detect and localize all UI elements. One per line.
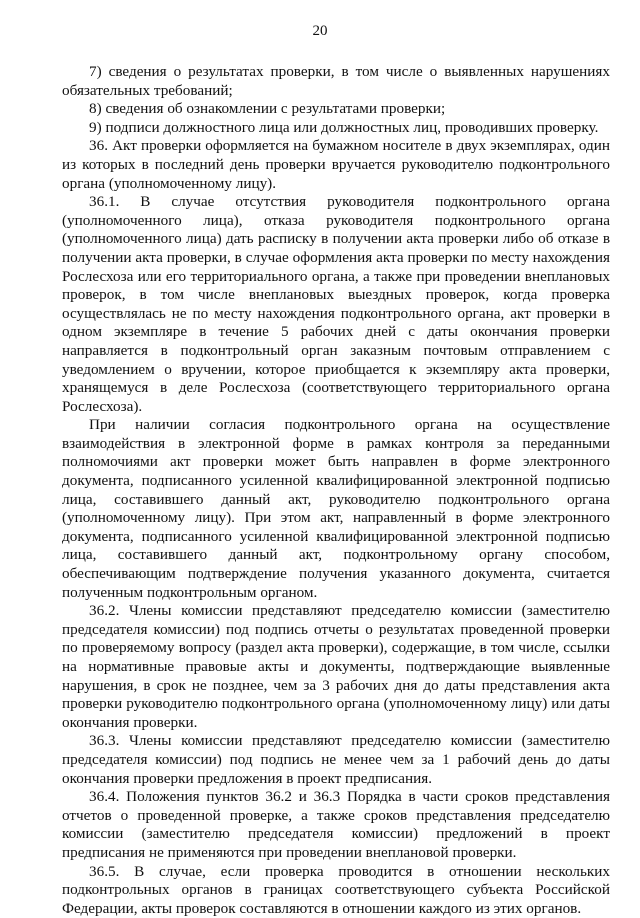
page-number: 20 [312, 23, 328, 39]
document-body [62, 63, 610, 918]
paragraph-36-3: 36.3. Члены комиссии представляют председателю комиссии (заместителю председателя комиссии) под подпись не менее чем за 1 рабочий день до даты окончания проверки предложения в проект предписания. [62, 732, 610, 787]
paragraph-36-4: 36.4. Положения пунктов 36.2 и 36.3 Порядка в части сроков представления отчетов о проведенной проверке, а также сроков представления председателю комиссии (заместителю председателя комиссии) предложений в проект предписания не применяются при проведении внеплановой проверки. [62, 788, 610, 861]
paragraph-item-8: 8) сведения об ознакомлении с результатами проверки; [89, 100, 446, 118]
paragraph-36-2: 36.2. Члены комиссии представляют председателю комиссии (заместителю председателя комиссии) под подпись отчеты о результатах проведенной проверки по проверяемому вопросу (раздел акта проверки), содержащие, в том числе, ссылки на нормативные правовые акты и документы, подтверждающие выявленные нарушения, в срок не позднее, чем за 3 рабочих дня до даты представления акта проверки руководителю подконтрольного органа (уполномоченному лицу) или даты окончания проверки. [62, 602, 610, 731]
paragraph-item-7: 7) сведения о результатах проверки, в том числе о выявленных нарушениях обязательных требований; [62, 63, 610, 99]
paragraph-item-9: 9) подписи должностного лица или должностных лиц, проводивших проверку. [89, 118, 599, 136]
paragraph-36-1: 36.1. В случае отсутствия руководителя подконтрольного органа (уполномоченного лица), отказа руководителя подконтрольного органа (уполномоченного лица) дать расписку в получении акта проверки либо об отказе в получении акта проверки, в случае оформления акта проверки по месту нахождения Рослесхоза или его территориального органа, а также при проведении внеплановых проверок, в том числе внеплановых выездных проверок, когда проверка осуществлялась не по месту нахождения подконтрольного органа, акт проверки в одном экземпляре в течение 5 рабочих дней с даты окончания проверки направляется в подконтрольный орган заказным почтовым отправлением с уведомлением о вручении, которое приобщается к экземпляру акта проверки, хранящемуся в деле Рослесхоза (соответствующего территориального органа Рослесхоза). [62, 193, 610, 415]
paragraph-36-5: 36.5. В случае, если проверка проводится в отношении нескольких подконтрольных органов в границах соответствующего субъекта Российской Федерации, акты проверок составляются в отношении каждого из этих органов. [62, 862, 610, 917]
paragraph-36: 36. Акт проверки оформляется на бумажном носителе в двух экземплярах, один из которых в последний день проверки вручается руководителю подконтрольного органа (уполномоченному лицу). [62, 137, 610, 192]
paragraph-36-1-electronic: При наличии согласия подконтрольного органа на осуществление взаимодействия в электронной форме в рамках контроля за переданными полномочиями акт проверки может быть направлен в форме электронного документа, подписанного усиленной квалифицированной электронной подписью лица, составившего данный акт, руководителю подконтрольного органа (уполномоченному лицу). При этом акт, направленный в форме электронного документа, подписанного усиленной квалифицированной электронной подписью лица, составившего данный акт, подконтрольному органу способом, обеспечивающим подтверждение получения указанного документа, считается полученным подконтрольным органом. [62, 416, 610, 601]
